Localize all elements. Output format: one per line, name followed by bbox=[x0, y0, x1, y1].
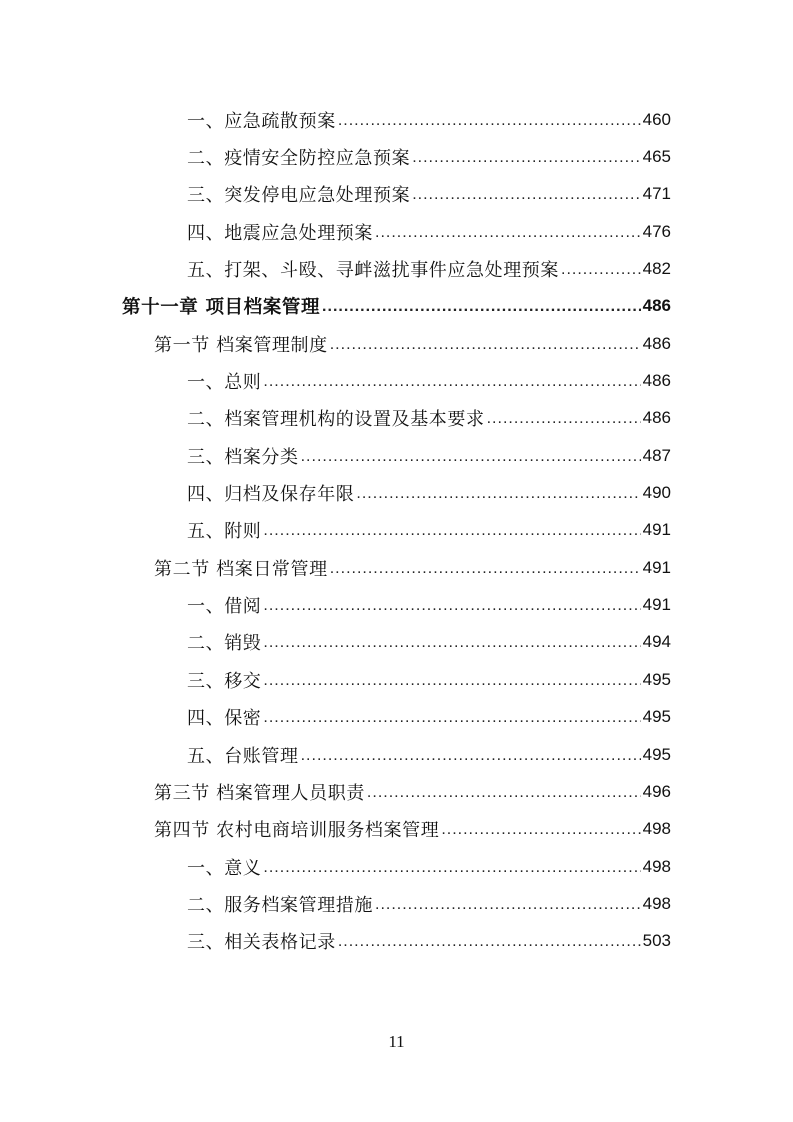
toc-entry-page: 482 bbox=[642, 259, 671, 279]
toc-entry-page: 486 bbox=[642, 408, 671, 428]
toc-entry[interactable] bbox=[0, 138, 793, 175]
toc-entry-page: 460 bbox=[642, 109, 671, 129]
toc-entry-label: 一、总则 bbox=[187, 372, 262, 394]
toc-entry-label: 五、附则 bbox=[187, 521, 262, 543]
leader-dots bbox=[263, 672, 640, 690]
toc-entry-page: 494 bbox=[642, 632, 671, 652]
toc-entry[interactable] bbox=[0, 474, 793, 511]
toc-entry-label: 二、档案管理机构的设置及基本要求 bbox=[187, 409, 485, 431]
toc-entry[interactable] bbox=[0, 101, 793, 138]
toc-entry-page: 503 bbox=[642, 931, 671, 951]
leader-dots bbox=[263, 709, 640, 727]
toc-entry-label: 二、疫情安全防控应急预案 bbox=[187, 148, 411, 170]
toc-entry-page: 490 bbox=[642, 483, 671, 503]
leader-dots bbox=[487, 410, 641, 428]
leader-dots bbox=[330, 336, 641, 354]
toc-entry-label: 三、相关表格记录 bbox=[187, 932, 336, 954]
toc-entry[interactable] bbox=[0, 213, 793, 250]
toc-entry-page: 498 bbox=[642, 819, 671, 839]
toc-entry-label: 三、突发停电应急处理预案 bbox=[187, 185, 411, 207]
toc-entry[interactable] bbox=[0, 699, 793, 736]
toc-entry[interactable] bbox=[0, 661, 793, 698]
toc-entry[interactable] bbox=[0, 586, 793, 623]
toc-entry-label: 二、销毁 bbox=[187, 633, 262, 655]
leader-dots bbox=[367, 784, 641, 802]
toc-entry[interactable] bbox=[0, 362, 793, 399]
toc-entry-label: 第三节 档案管理人员职责 bbox=[154, 782, 365, 804]
toc-entry-label: 第十一章 项目档案管理 bbox=[122, 297, 321, 319]
toc-section-entry[interactable] bbox=[0, 549, 793, 586]
toc-entry-page: 486 bbox=[642, 333, 671, 353]
toc-entry-label: 三、档案分类 bbox=[187, 446, 299, 468]
toc-entry-label: 二、服务档案管理措施 bbox=[187, 894, 373, 916]
toc-entry-page: 498 bbox=[642, 893, 671, 913]
toc-entry[interactable] bbox=[0, 624, 793, 661]
toc-entry-label: 四、归档及保存年限 bbox=[187, 484, 355, 506]
toc-entry[interactable] bbox=[0, 400, 793, 437]
toc-entry[interactable] bbox=[0, 885, 793, 922]
toc-entry-page: 486 bbox=[642, 371, 671, 391]
leader-dots bbox=[375, 896, 641, 914]
toc-section-entry[interactable] bbox=[0, 811, 793, 848]
leader-dots bbox=[263, 634, 640, 652]
toc-entry-page: 491 bbox=[642, 557, 671, 577]
toc-entry-label: 一、应急疏散预案 bbox=[187, 110, 336, 132]
toc-entry[interactable] bbox=[0, 736, 793, 773]
page-number: 11 bbox=[388, 1032, 405, 1051]
leader-dots bbox=[263, 597, 640, 615]
toc-entry-page: 498 bbox=[642, 856, 671, 876]
toc-entry[interactable] bbox=[0, 512, 793, 549]
leader-dots bbox=[412, 149, 640, 167]
toc-entry[interactable] bbox=[0, 437, 793, 474]
toc-entry-page: 495 bbox=[642, 669, 671, 689]
leader-dots bbox=[330, 560, 641, 578]
toc-entry-page: 471 bbox=[642, 184, 671, 204]
leader-dots bbox=[322, 298, 641, 316]
toc-entry-page: 491 bbox=[642, 595, 671, 615]
table-of-contents bbox=[0, 101, 793, 960]
leader-dots bbox=[441, 821, 640, 839]
leader-dots bbox=[356, 485, 640, 503]
toc-entry-label: 第一节 档案管理制度 bbox=[154, 334, 328, 356]
leader-dots bbox=[263, 373, 640, 391]
toc-entry[interactable] bbox=[0, 923, 793, 960]
toc-entry-page: 496 bbox=[642, 781, 671, 801]
toc-chapter-entry[interactable] bbox=[0, 288, 793, 325]
toc-entry-label: 五、台账管理 bbox=[187, 745, 299, 767]
toc-entry-page: 465 bbox=[642, 147, 671, 167]
toc-entry-page: 495 bbox=[642, 707, 671, 727]
toc-entry-label: 一、意义 bbox=[187, 857, 262, 879]
leader-dots bbox=[301, 448, 641, 466]
toc-section-entry[interactable] bbox=[0, 773, 793, 810]
leader-dots bbox=[412, 186, 640, 204]
toc-entry-label: 五、打架、斗殴、寻衅滋扰事件应急处理预案 bbox=[187, 260, 559, 282]
toc-entry-label: 四、保密 bbox=[187, 708, 262, 730]
toc-entry-page: 487 bbox=[642, 445, 671, 465]
leader-dots bbox=[338, 112, 641, 130]
leader-dots bbox=[561, 261, 641, 279]
toc-entry-label: 第四节 农村电商培训服务档案管理 bbox=[154, 820, 440, 842]
toc-entry[interactable] bbox=[0, 176, 793, 213]
toc-entry[interactable] bbox=[0, 250, 793, 287]
toc-entry-page: 486 bbox=[642, 296, 671, 316]
toc-section-entry[interactable] bbox=[0, 325, 793, 362]
toc-entry-label: 一、借阅 bbox=[187, 596, 262, 618]
toc-entry-page: 495 bbox=[642, 744, 671, 764]
leader-dots bbox=[375, 224, 641, 242]
toc-entry-label: 第二节 档案日常管理 bbox=[154, 558, 328, 580]
toc-entry[interactable] bbox=[0, 848, 793, 885]
leader-dots bbox=[263, 859, 640, 877]
toc-entry-page: 491 bbox=[642, 520, 671, 540]
toc-entry-page: 476 bbox=[642, 221, 671, 241]
toc-entry-label: 四、地震应急处理预案 bbox=[187, 222, 373, 244]
leader-dots bbox=[338, 933, 641, 951]
leader-dots bbox=[301, 747, 641, 765]
toc-entry-label: 三、移交 bbox=[187, 670, 262, 692]
leader-dots bbox=[263, 522, 640, 540]
